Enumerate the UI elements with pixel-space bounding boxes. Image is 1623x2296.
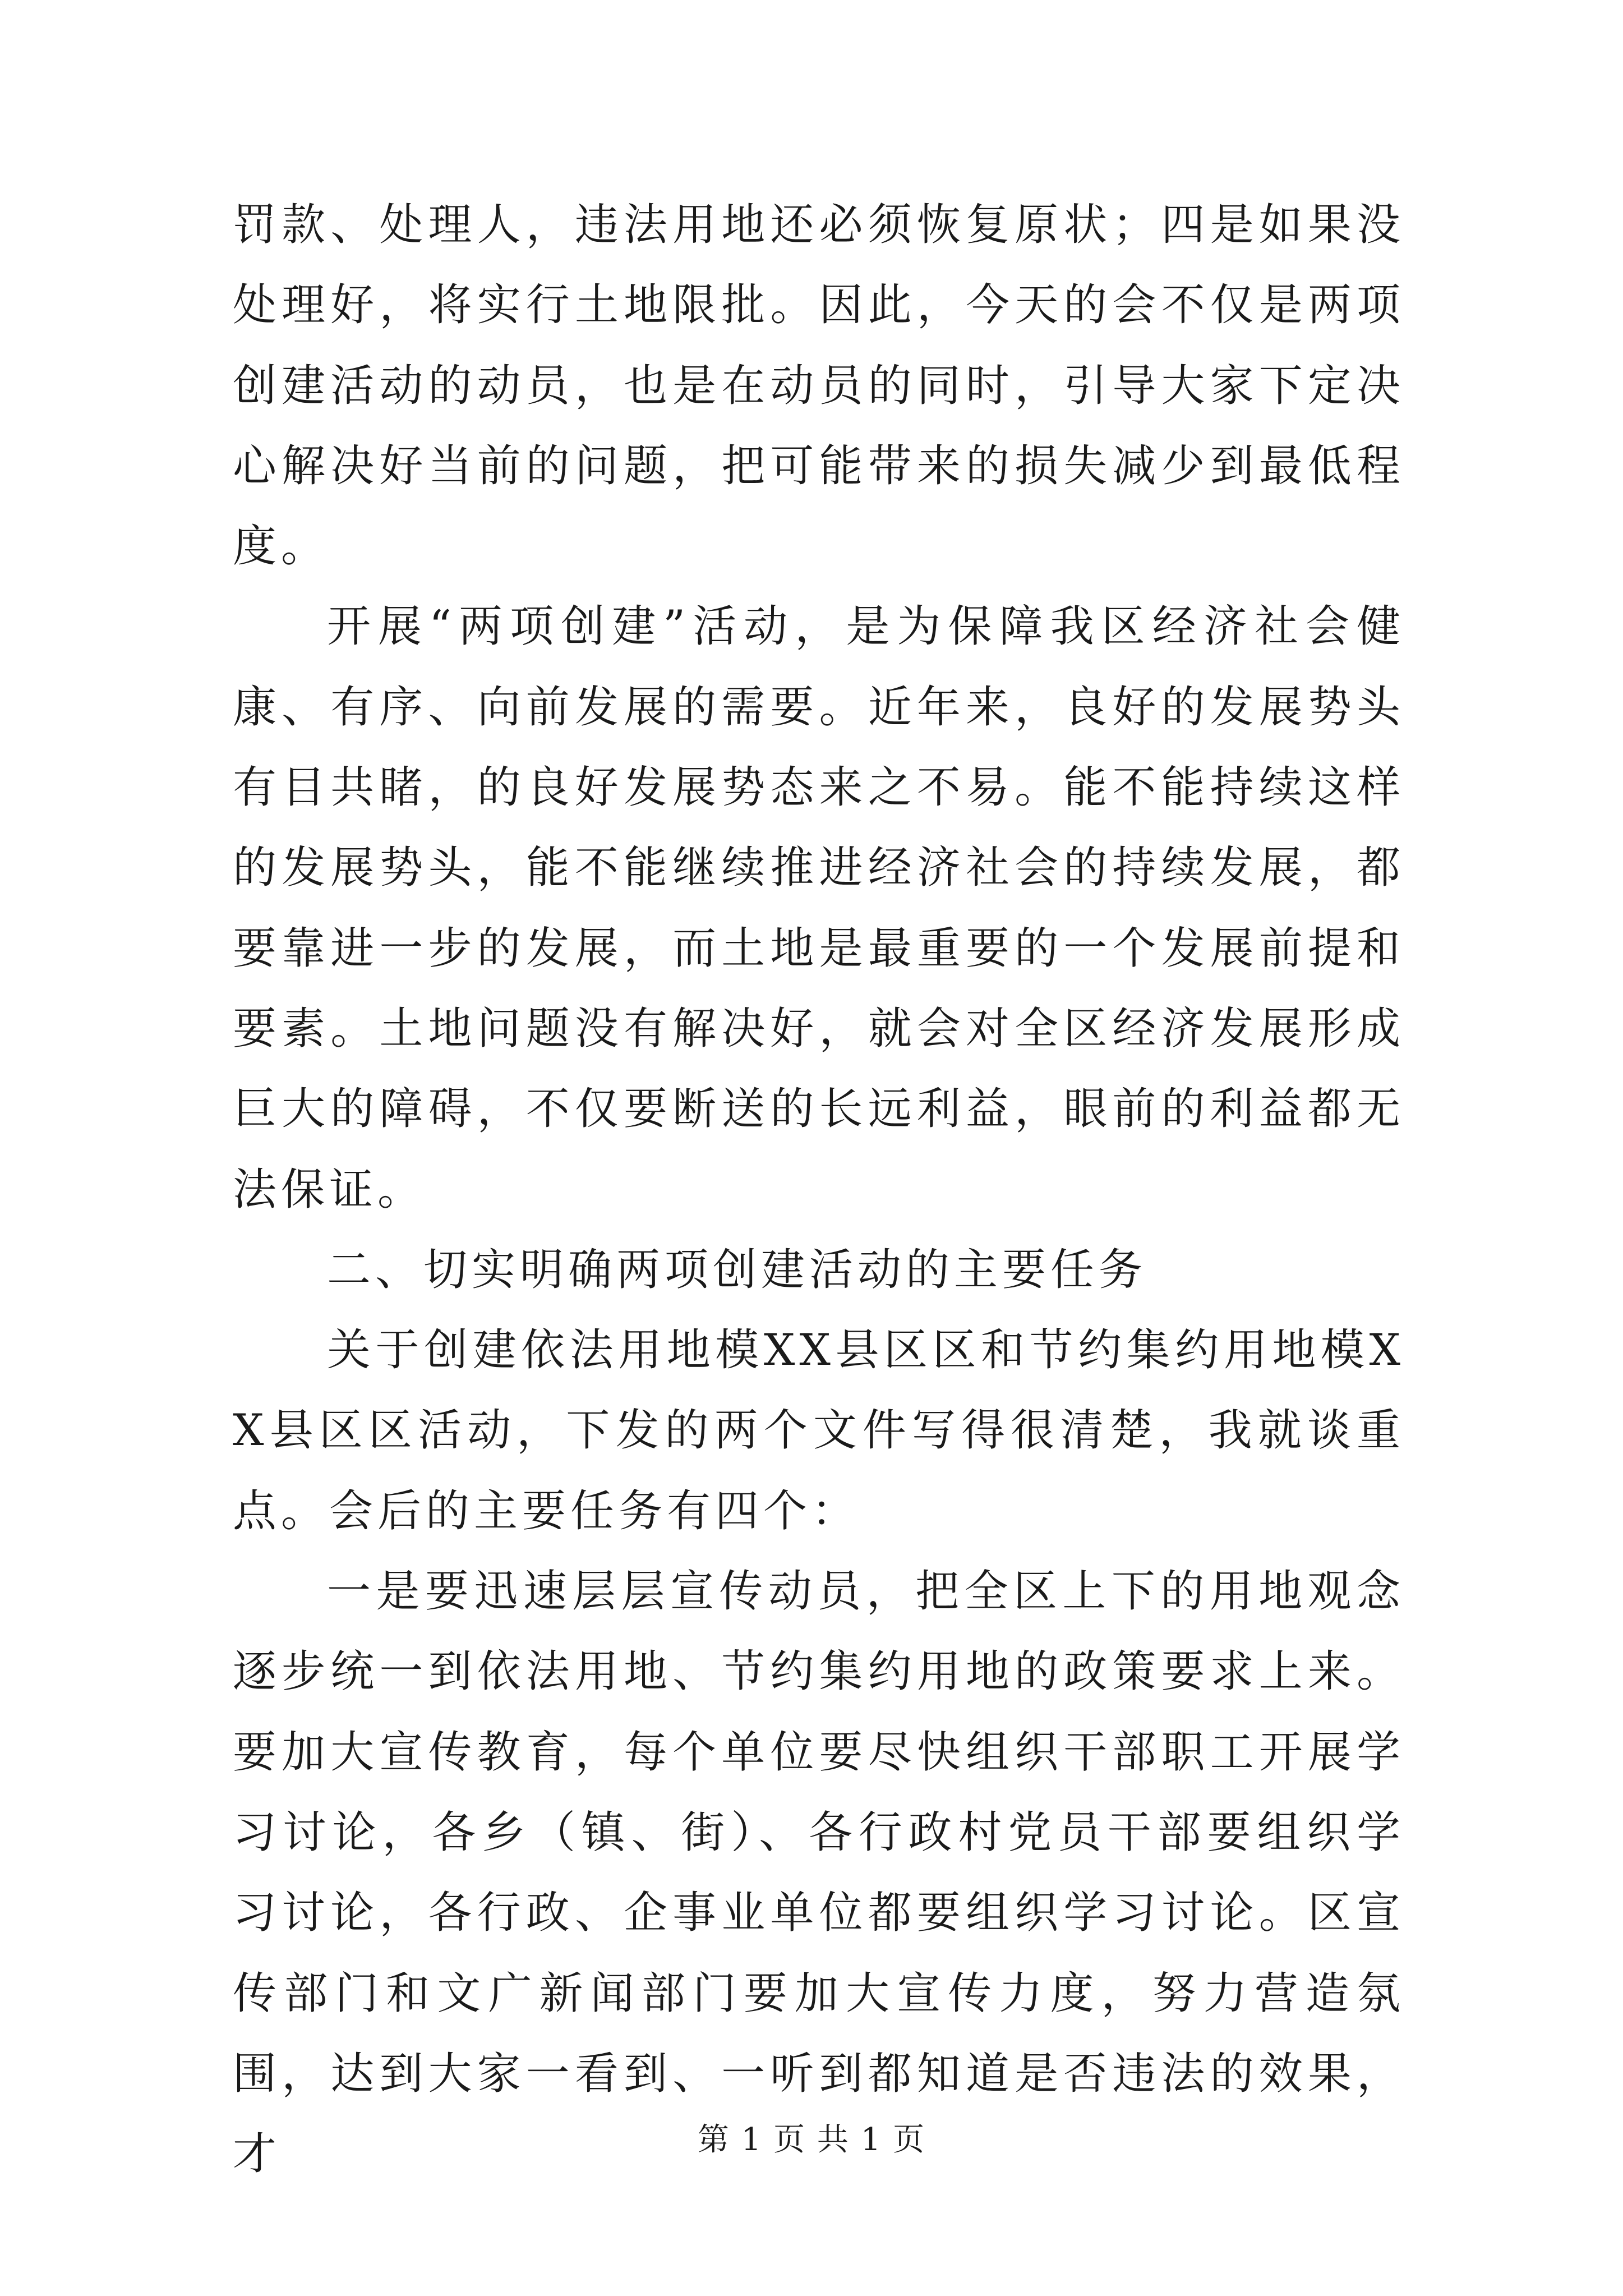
document-body: [233, 185, 1405, 2194]
paragraph: 罚款、处理人，违法用地还必须恢复原状；四是如果没处理好，将实行土地限批。因此，今天的会不仅是两项创建活动的动员，也是在动员的同时，引导大家下定决心解决好当前的问题，把可能带来的损失减少到最低程度。: [233, 200, 1405, 572]
paragraph: 开展“两项创建”活动，是为保障我区经济社会健康、有序、向前发展的需要。近年来，良好的发展势头有目共睹，的良好发展势态来之不易。能不能持续这样的发展势头，能不能继续推进经济社会的持续发展，都要靠进一步的发展，而土地是最重要的一个发展前提和要素。土地问题没有解决好，就会对全区经济发展形成巨大的障碍，不仅要断送的长远利益，眼前的利益都无法保证。: [233, 601, 1405, 1215]
page-footer: 第 1 页 共 1 页: [697, 2122, 926, 2158]
section-heading: 二、切实明确两项创建活动的主要任务: [327, 1244, 1147, 1295]
paragraph: 一是要迅速层层宣传动员，把全区上下的用地观念逐步统一到依法用地、节约集约用地的政策要求上来。要加大宣传教育，每个单位要尽快组织干部职工开展学习讨论，各乡（镇、街）、各行政村党员干部要组织学习讨论，各行政、企事业单位都要组织学习讨论。区宣传部门和文广新闻部门要加大宣传力度，努力营造氛围，达到大家一看到、一听到都知道是否违法的效果，才: [233, 1566, 1405, 2180]
paragraph: 关于创建依法用地模XX县区区和节约集约用地模XX县区区活动，下发的两个文件写得很清楚，我就谈重点。会后的主要任务有四个：: [233, 1325, 1405, 1536]
